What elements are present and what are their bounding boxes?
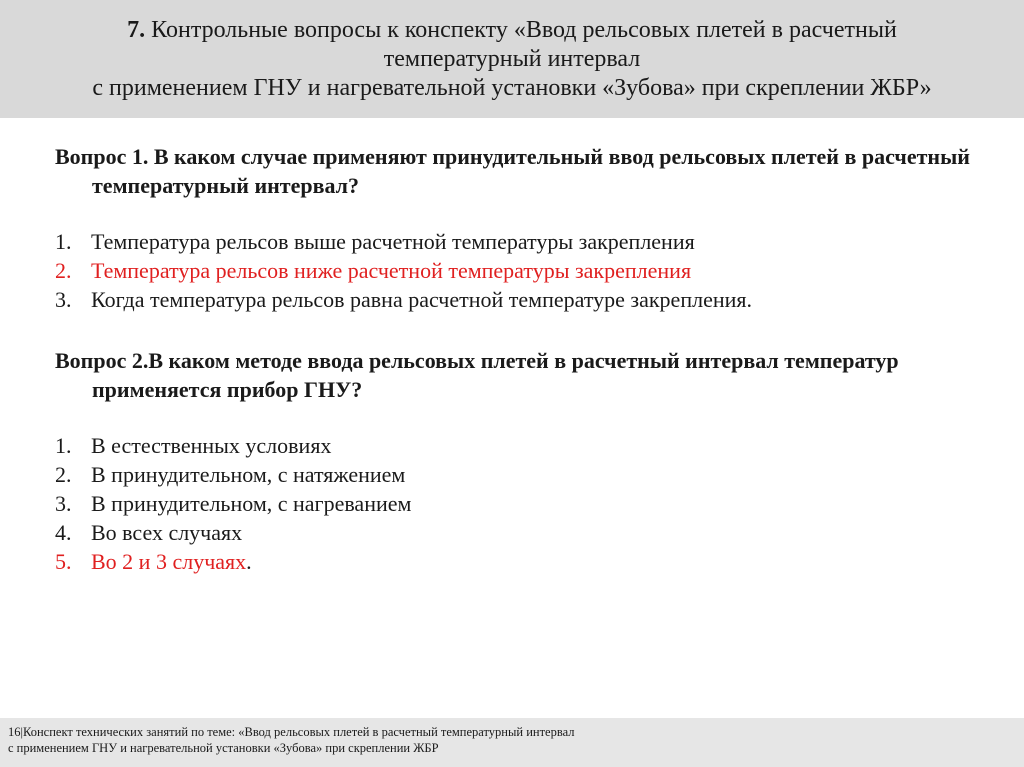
- header-line-3: с применением ГНУ и нагревательной установки «Зубова» при скреплении ЖБР»: [92, 75, 932, 101]
- answer-1-3: [55, 285, 995, 314]
- answer-1-2-correct: [55, 256, 995, 285]
- answer-text: В принудительном, с нагреванием: [91, 491, 412, 516]
- header-line-1: [0, 16, 1024, 45]
- header-line-2: температурный интервал: [383, 46, 641, 72]
- answer-number: 2.: [55, 462, 72, 487]
- slide-footer: [0, 718, 1024, 767]
- header-title-1: Контрольные вопросы к конспекту «Ввод рельсовых плетей в расчетный: [151, 17, 897, 43]
- answer-text: В принудительном, с натяжением: [91, 462, 406, 487]
- answer-number: 1.: [55, 433, 72, 458]
- answer-2-2: [55, 460, 995, 489]
- answer-1-1: [55, 227, 995, 256]
- answer-2-3: [55, 489, 995, 518]
- answer-2-4: [55, 518, 995, 547]
- question-1: Вопрос 1. В каком случае применяют принудительный ввод рельсовых плетей в расчетный температурный интервал?: [55, 144, 970, 198]
- answer-list-1: [55, 227, 995, 314]
- answer-number: 4.: [55, 520, 72, 545]
- answer-text: Когда температура рельсов равна расчетной температуре закрепления.: [91, 287, 752, 312]
- question-2: Вопрос 2.В каком методе ввода рельсовых плетей в расчетный интервал температур применяется прибор ГНУ?: [55, 348, 899, 402]
- answer-number: 2.: [55, 258, 72, 283]
- header-number: 7.: [127, 17, 146, 43]
- answer-text: В естественных условиях: [91, 433, 332, 458]
- answer-number: 3.: [55, 491, 72, 516]
- answer-text: Во всех случаях: [91, 520, 243, 545]
- answer-2-1: [55, 431, 995, 460]
- answer-number: 3.: [55, 287, 72, 312]
- answer-text: Температура рельсов ниже расчетной температуры закрепления: [91, 258, 692, 283]
- answer-number: 5.: [55, 549, 72, 574]
- answer-text: Во 2 и 3 случаях: [91, 549, 247, 574]
- answer-text: Температура рельсов выше расчетной температуры закрепления: [91, 229, 695, 254]
- answer-2-5-correct: [55, 547, 995, 576]
- footer-line-2: с применением ГНУ и нагревательной установки «Зубова» при скреплении ЖБР: [8, 741, 439, 755]
- answer-number: 1.: [55, 229, 72, 254]
- slide-header: [0, 0, 1024, 118]
- answer-list-2: [55, 431, 995, 576]
- answer-suffix: .: [246, 549, 252, 574]
- footer-line-1: 16|Конспект технических занятий по теме: «Ввод рельсовых плетей в расчетный температурный интервал: [8, 725, 575, 739]
- slide-content: [55, 142, 995, 608]
